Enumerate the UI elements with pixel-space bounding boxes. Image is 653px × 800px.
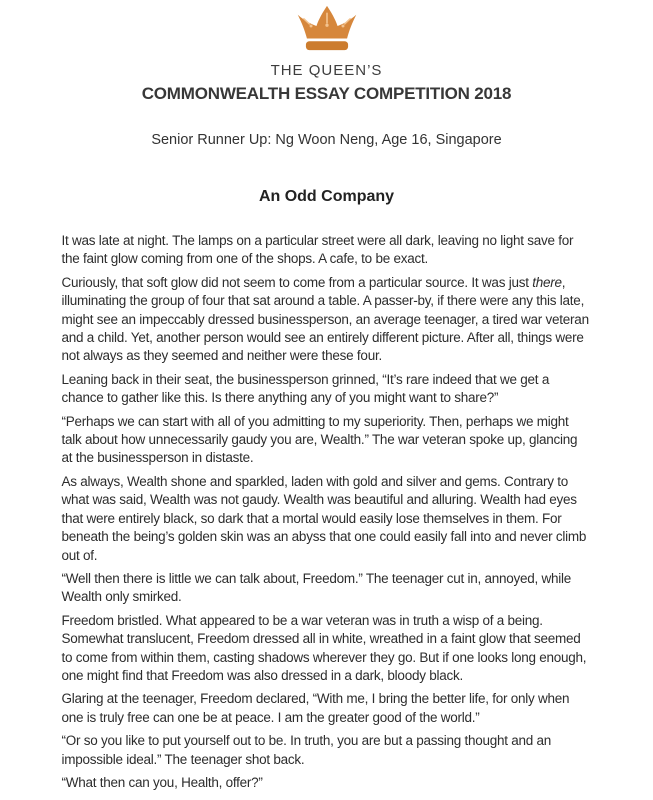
crown-nib-hole-left (309, 24, 312, 27)
paragraph-text: “What then can you, Health, offer?” (61, 774, 263, 790)
winner-byline: Senior Runner Up: Ng Woon Neng, Age 16, Singapore (151, 132, 502, 148)
essay-title: An Odd Company (258, 188, 395, 205)
essay-paragraph (62, 732, 592, 769)
essay-paragraph (62, 232, 592, 269)
crown-nib-hole-right (341, 24, 344, 27)
paragraph-text: As always, Wealth shone and sparkled, laden with gold and silver and gems. Contrary to what was said, Wealth was not gaudy. Wealth was beautiful and alluring. Wealth had eyes that were entirely black, so dark that a mortal would easily lose themselves in them. For beneath the being’s golden skin was an abyss that one could easily fall into and never climb out of. (61, 473, 587, 563)
essay-paragraph (62, 690, 592, 727)
crown-base-shape (305, 41, 347, 50)
essay-paragraph (62, 774, 592, 792)
essay-paragraph (62, 274, 592, 366)
org-name: THE QUEEN’S (270, 62, 383, 79)
essay-paragraph (62, 612, 592, 686)
crown-nib-hole-center (325, 24, 328, 27)
essay-paragraph (62, 473, 592, 565)
crown-logo-icon (293, 5, 361, 53)
paragraph-text: Leaning back in their seat, the businessperson grinned, “It’s rare indeed that we get a chance to gather like this. Is there anything any of you might want to share?” (61, 371, 550, 406)
essay-body (62, 232, 592, 792)
paragraph-text: It was late at night. The lamps on a particular street were all dark, leaving no light save for the faint glow coming from one of the shops. A cafe, to be exact. (61, 233, 574, 267)
paragraph-text: “Well then there is little we can talk about, Freedom.” The teenager cut in, annoyed, while Wealth only smirked. (61, 570, 572, 605)
essay-paragraph (62, 371, 592, 408)
paragraph-text: “Or so you like to put yourself out to be. In truth, you are but a passing thought and an impossible ideal.” The teenager shot back. (61, 733, 552, 767)
italic-text: there (532, 274, 562, 290)
paragraph-text: “Perhaps we can start with all of you admitting to my superiority. Then, perhaps we might talk about how unnecessarily gaudy you are, Wealth.” The war veteran spoke up, glancing at the businessperson in distaste. (61, 413, 578, 466)
paragraph-text: Freedom bristled. What appeared to be a war veteran was in truth a wisp of a being. Somewhat translucent, Freedom dressed all in white, wreathed in a faint glow that seemed to come from within them, casting shadows wherever they go. But if one looks long enough, one might find that Freedom was also dressed in a dark, bloody black. (61, 612, 587, 683)
document-header (0, 5, 653, 150)
essay-paragraph (62, 413, 592, 468)
paragraph-text: Curiously, that soft glow did not seem to come from a particular source. It was just (61, 274, 533, 290)
essay-paragraph (62, 570, 592, 607)
paragraph-text: Glaring at the teenager, Freedom declared, “With me, I bring the better life, for only when one is truly free can one be at peace. I am the greater good of the world.” (61, 691, 570, 725)
paragraph-text: , illuminating the group of four that sat around a table. A passer-by, if there were any this late, might see an impeccably dressed businessperson, an average teenager, a tired war veteran and a child. Yet, another person would see an entirely different picture. After all, things were not always as they seemed and neither were these four. (61, 274, 589, 364)
competition-title: COMMONWEALTH ESSAY COMPETITION 2018 (141, 84, 512, 103)
